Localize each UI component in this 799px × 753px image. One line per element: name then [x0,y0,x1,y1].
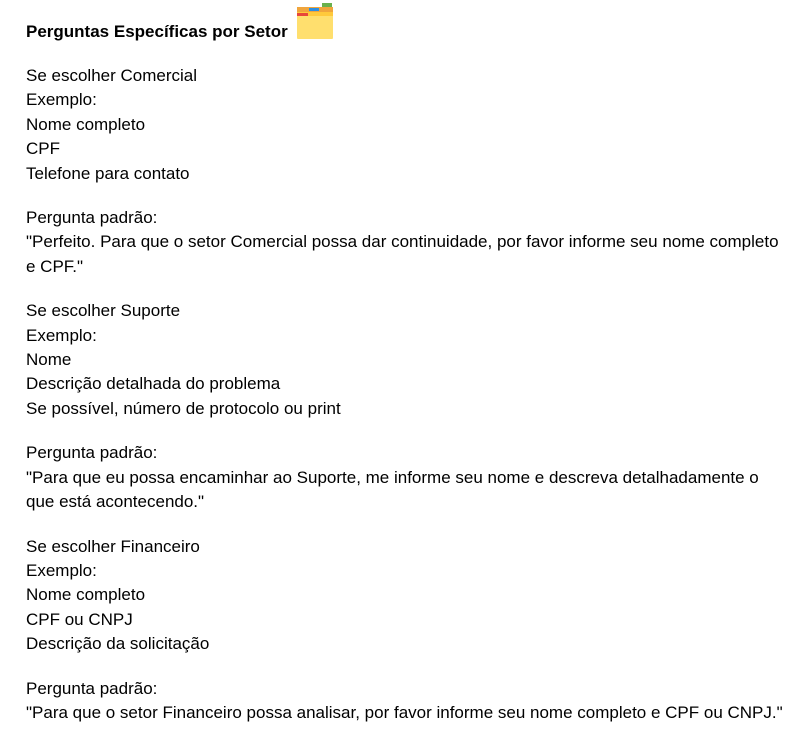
sector-comercial-examples [26,64,791,186]
example-item: Nome completo [26,585,146,605]
example-item: Se possível, número de protocolo ou print [26,398,341,418]
card-index-dividers-icon [297,3,333,39]
sector-comercial-question [26,206,791,279]
example-label: Exemplo: [26,560,97,580]
sector-heading: Se escolher Financeiro [26,536,200,556]
sector-heading: Se escolher Comercial [26,66,198,85]
example-item: Descrição detalhada do problema [26,374,281,394]
example-item: Nome completo [26,114,146,134]
example-item: Nome [26,350,72,370]
example-label: Exemplo: [26,325,97,345]
example-item: Telefone para contato [26,163,190,183]
example-item: CPF ou CNPJ [26,609,133,629]
question-label: Pergunta padrão: [26,208,158,228]
standard-question: "Para que eu possa encaminhar ao Suporte, me informe seu nome e descreva detalhadamente o que está acontecendo." [26,467,759,512]
sector-financeiro-examples [26,535,791,657]
example-item: Descrição da solicitação [26,634,210,654]
sector-financeiro-question [26,677,791,726]
example-item: CPF [26,139,60,159]
title-row [26,0,791,44]
sector-heading: Se escolher Suporte [26,301,181,321]
question-label: Pergunta padrão: [26,443,158,463]
sector-suporte-examples [26,299,791,421]
sector-suporte-question [26,441,791,514]
standard-question: "Para que o setor Financeiro possa analisar, por favor informe seu nome completo e CPF ou CNPJ." [26,702,783,722]
question-label: Pergunta padrão: [26,678,158,698]
example-label: Exemplo: [26,90,97,110]
standard-question: "Perfeito. Para que o setor Comercial possa dar continuidade, por favor informe seu nome completo e CPF." [26,232,779,276]
page-title: Perguntas Específicas por Setor [26,22,288,41]
document [26,0,791,745]
